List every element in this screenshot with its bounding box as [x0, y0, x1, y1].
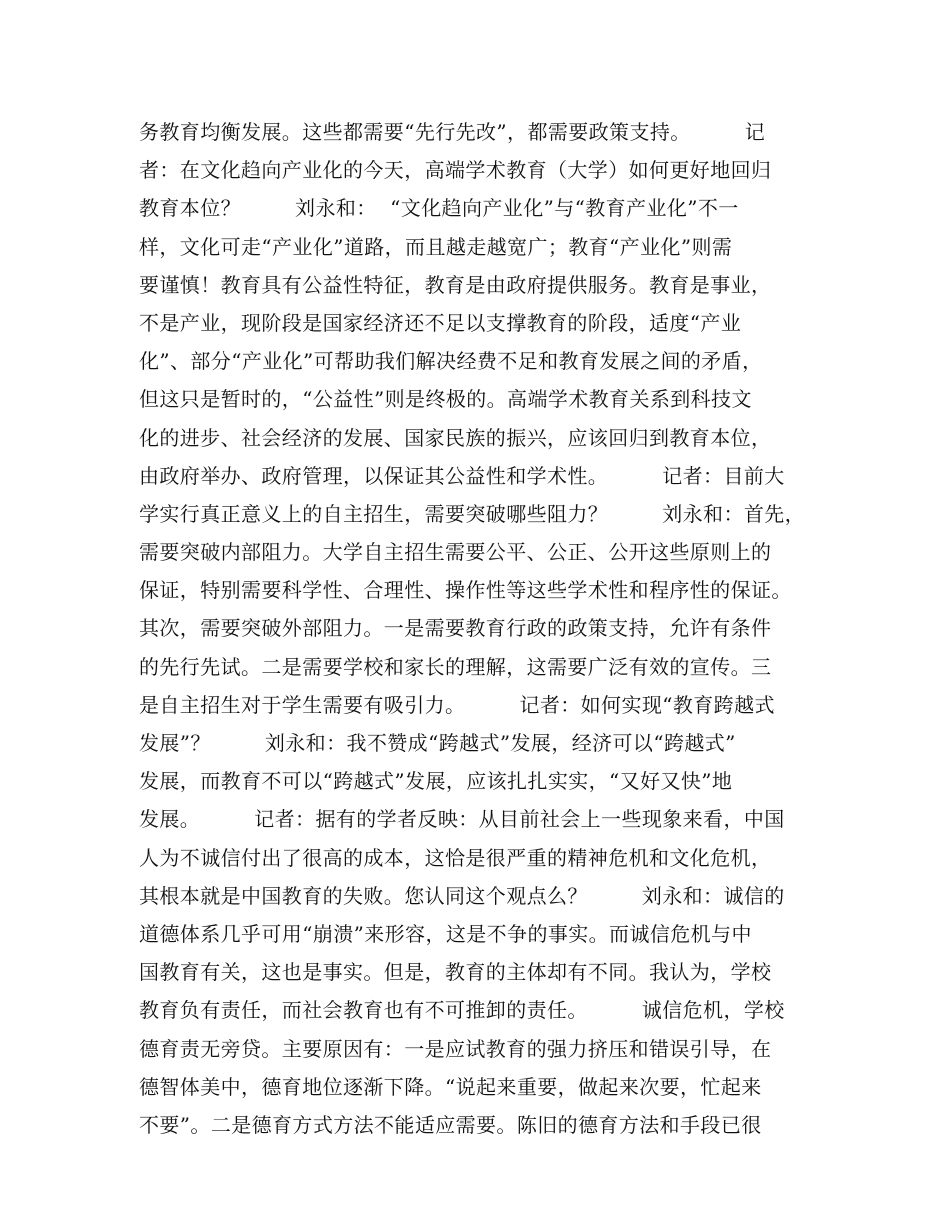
text-line: 但这只是暂时的，“公益性”则是终极的。高端学术教育关系到科技文 — [139, 387, 752, 412]
text-line: 不要”。二是德育方式方法不能适应需要。陈旧的德育方法和手段已很 — [139, 1112, 762, 1137]
text-line: 其次，需要突破外部阻力。一是需要教育行政的政策支持，允许有条件 — [139, 616, 772, 641]
text-line: 不是产业，现阶段是国家经济还不足以支撑教育的阶段，适度“产业 — [139, 310, 742, 335]
text-line: 教育本位？ 刘永和： “文化趋向产业化”与“教育产业化”不一 — [139, 196, 739, 221]
text-line: 由政府举办、政府管理，以保证其公益性和学术性。 记者：目前大 — [139, 463, 785, 488]
text-line: 样，文化可走“产业化”道路，而且越走越宽广；教育“产业化”则需 — [139, 234, 733, 259]
text-line: 发展。 记者：据有的学者反映：从目前社会上一些现象来看，中国 — [139, 807, 785, 832]
text-line: 保证，特别需要科学性、合理性、操作性等这些学术性和程序性的保证。 — [139, 578, 792, 603]
text-line: 化”、部分“产业化”可帮助我们解决经费不足和教育发展之间的矛盾， — [139, 349, 763, 374]
body-text — [139, 113, 829, 1144]
text-line: 化的进步、社会经济的发展、国家民族的振兴，应该回归到教育本位， — [139, 425, 772, 450]
text-line: 德育责无旁贷。主要原因有：一是应试教育的强力挤压和错误引导，在 — [139, 1036, 772, 1061]
text-line: 道德体系几乎可用“崩溃”来形容，这是不争的事实。而诚信危机与中 — [139, 921, 752, 946]
text-line: 的先行先试。二是需要学校和家长的理解，这需要广泛有效的宣传。三 — [139, 654, 772, 679]
text-line: 人为不诚信付出了很高的成本，这恰是很严重的精神危机和文化危机， — [139, 845, 772, 870]
text-line: 发展，而教育不可以“跨越式”发展，应该扎扎实实，“又好又快”地 — [139, 769, 733, 794]
text-line: 是自主招生对于学生需要有吸引力。 记者：如何实现“教育跨越式 — [139, 692, 775, 717]
text-line: 学实行真正意义上的自主招生，需要突破哪些阻力？ 刘永和：首先， — [139, 501, 806, 526]
text-line: 发展”？ 刘永和：我不赞成“跨越式”发展，经济可以“跨越式” — [139, 731, 736, 755]
text-line: 需要突破内部阻力。大学自主招生需要公平、公正、公开这些原则上的 — [139, 540, 772, 565]
text-line: 者：在文化趋向产业化的今天，高端学术教育（大学）如何更好地回归 — [139, 158, 772, 183]
text-line: 其根本就是中国教育的失败。您认同这个观点么？ 刘永和：诚信的 — [139, 883, 785, 908]
text-line: 教育负有责任，而社会教育也有不可推卸的责任。 诚信危机，学校 — [139, 998, 785, 1023]
text-line: 务教育均衡发展。这些都需要“先行先改”，都需要政策支持。 记 — [139, 120, 766, 144]
text-line: 德智体美中，德育地位逐渐下降。“说起来重要，做起来次要，忙起来 — [139, 1074, 762, 1099]
text-line: 要谨慎！教育具有公益性特征，教育是由政府提供服务。教育是事业， — [139, 272, 772, 297]
text-line: 国教育有关，这也是事实。但是，教育的主体却有不同。我认为，学校 — [139, 960, 772, 985]
